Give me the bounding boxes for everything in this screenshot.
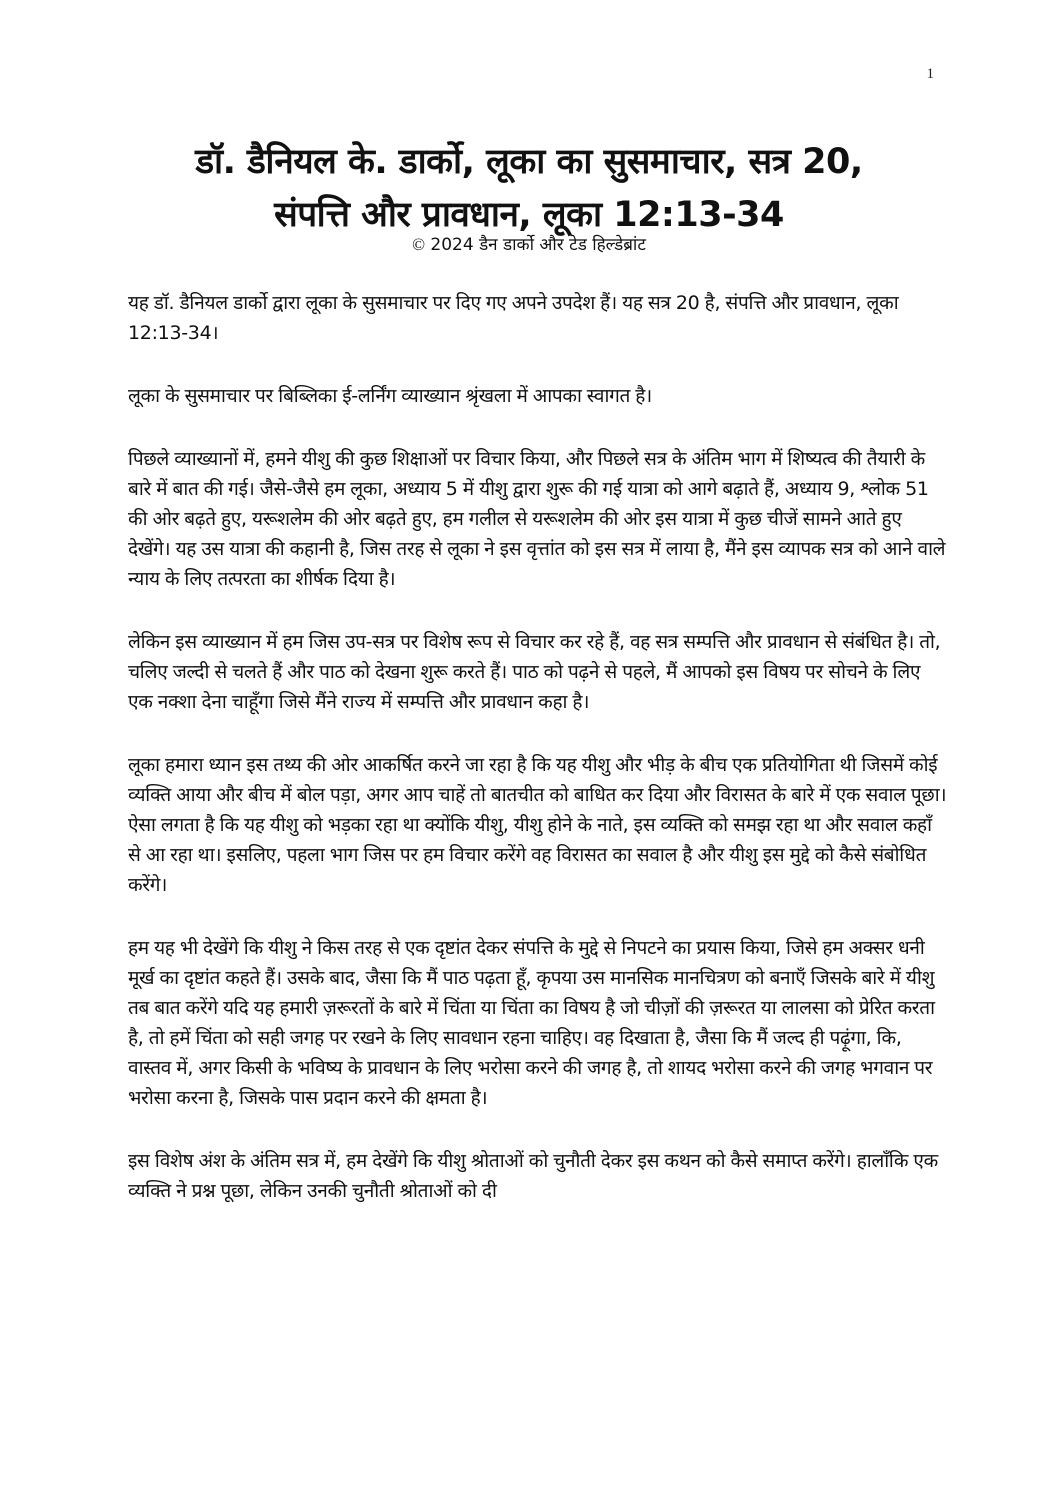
- page-number: 1: [926, 66, 934, 82]
- paragraph: इस विशेष अंश के अंतिम सत्र में, हम देखेंगे कि यीशु श्रोताओं को चुनौती देकर इस कथन को कैसे समाप्त करेंगे। हालाँकि एक व्यक्ति ने प्रश्न पूछा, लेकिन उनकी चुनौती श्रोताओं को दी: [128, 1150, 938, 1202]
- title-line-1: डॉ. डैनियल के. डार्को, लूका का सुसमाचार, सत्र 20,: [195, 142, 863, 182]
- document-title: [80, 136, 978, 242]
- paragraph-intro: यह डॉ. डैनियल डार्को द्वारा लूका के सुसमाचार पर दिए गए अपने उपदेश हैं। यह सत्र 20 है, संपत्ति और प्रावधान, लूका 12:13-34।: [128, 292, 899, 344]
- title-line-2: संपत्ति और प्रावधान, लूका 12:13-34: [274, 195, 784, 235]
- copyright-line: [0, 232, 1058, 255]
- document-body: [128, 288, 948, 1239]
- copyright-text: 2024 डैन डार्को और टेड हिल्डेब्रांट: [430, 235, 646, 255]
- paragraph: हम यह भी देखेंगे कि यीशु ने किस तरह से एक दृष्टांत देकर संपत्ति के मुद्दे से निपटने का प्रयास किया, जिसे हम अक्सर धनी मूर्ख का दृष्टांत कहते हैं। उसके बाद, जैसा कि मैं पाठ पढ़ता हूँ, कृपया उस मानसिक मानचित्रण को बनाएँ जिसके बारे में यीशु तब बात करेंगे यदि यह हमारी ज़रूरतों के बारे में चिंता या चिंता का विषय है जो चीज़ों की ज़रूरत या लालसा को प्रेरित करता है, तो हमें चिंता को सही जगह पर रखने के लिए सावधान रहना चाहिए। वह दिखाता है, जैसा कि मैं जल्द ही पढ़ूंगा, कि, वास्तव में, अगर किसी के भविष्य के प्रावधान के लिए भरोसा करने की जगह है, तो शायद भरोसा करने की जगह भगवान पर भरोसा करना है, जिसके पास प्रदान करने की क्षमता है।: [128, 937, 935, 1109]
- paragraph: लूका हमारा ध्यान इस तथ्य की ओर आकर्षित करने जा रहा है कि यह यीशु और भीड़ के बीच एक प्रतियोगिता थी जिसमें कोई व्यक्ति आया और बीच में बोल पड़ा, अगर आप चाहें तो बातचीत को बाधित कर दिया और विरासत के बारे में एक सवाल पूछा। ऐसा लगता है कि यह यीशु को भड़का रहा था क्योंकि यीशु, यीशु होने के नाते, इस व्यक्ति को समझ रहा था और सवाल कहाँ से आ रहा था। इसलिए, पहला भाग जिस पर हम विचार करेंगे वह विरासत का सवाल है और यीशु इस मुद्दे को कैसे संबोधित करेंगे।: [128, 754, 947, 896]
- paragraph: पिछले व्याख्यानों में, हमने यीशु की कुछ शिक्षाओं पर विचार किया, और पिछले सत्र के अंतिम भाग में शिष्यत्व की तैयारी के बारे में बात की गई। जैसे-जैसे हम लूका, अध्याय 5 में यीशु द्वारा शुरू की गई यात्रा को आगे बढ़ाते हैं, अध्याय 9, श्लोक 51 की ओर बढ़ते हुए, यरूशलेम की ओर बढ़ते हुए, हम गलील से यरूशलेम की ओर इस यात्रा में कुछ चीजें सामने आते हुए देखेंगे। यह उस यात्रा की कहानी है, जिस तरह से लूका ने इस वृत्तांत को इस सत्र में लाया है, मैंने इस व्यापक सत्र को आने वाले न्याय के लिए तत्परता का शीर्षक दिया है।: [128, 448, 946, 590]
- paragraph: लेकिन इस व्याख्यान में हम जिस उप-सत्र पर विशेष रूप से विचार कर रहे हैं, वह सत्र सम्पत्ति और प्रावधान से संबंधित है। तो, चलिए जल्दी से चलते हैं और पाठ को देखना शुरू करते हैं। पाठ को पढ़ने से पहले, मैं आपको इस विषय पर सोचने के लिए एक नक्शा देना चाहूँगा जिसे मैंने राज्य में सम्पत्ति और प्रावधान कहा है।: [128, 631, 941, 713]
- copyright-symbol: ©: [412, 235, 426, 254]
- paragraph-welcome: लूका के सुसमाचार पर बिब्लिका ई-लर्निंग व्याख्यान श्रृंखला में आपका स्वागत है।: [128, 385, 652, 407]
